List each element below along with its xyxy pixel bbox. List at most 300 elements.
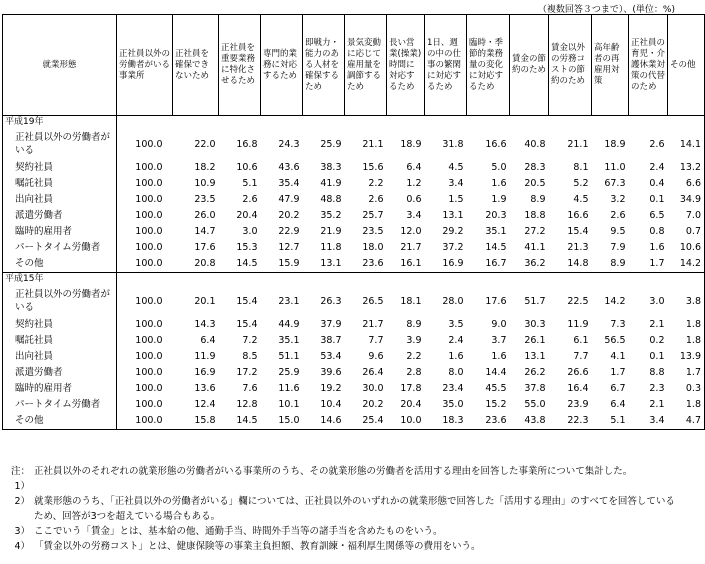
value-cell: 3.8 bbox=[668, 285, 705, 317]
year-row-filler bbox=[117, 273, 705, 286]
header-col-13: その他 bbox=[668, 15, 705, 116]
footnote bbox=[4, 494, 676, 524]
value-cell: 3.0 bbox=[649, 295, 665, 307]
value-cell: 11.8 bbox=[320, 242, 342, 253]
value-cell: 17.6 bbox=[485, 295, 507, 307]
value-cell: 12.8 bbox=[236, 399, 258, 410]
value-cell: 11.9 bbox=[567, 319, 589, 330]
value-cell: 22.3 bbox=[549, 413, 592, 430]
row-label: パートタイム労働者 bbox=[15, 399, 101, 410]
value-cell: 1.9 bbox=[491, 194, 507, 205]
value-cell: 26.2 bbox=[524, 367, 546, 378]
row-label: 嘱託社員 bbox=[15, 335, 54, 346]
table-row bbox=[3, 256, 705, 273]
value-cell: 4.7 bbox=[668, 413, 705, 430]
value-cell: 3.4 bbox=[406, 210, 422, 221]
value-cell: 0.8 bbox=[649, 226, 665, 237]
value-cell: 35.1 bbox=[485, 226, 507, 237]
value-cell: 30.0 bbox=[362, 383, 384, 394]
footnotes bbox=[4, 464, 676, 554]
value-cell: 14.4 bbox=[485, 367, 507, 378]
footnote bbox=[4, 464, 676, 494]
value-cell: 18.9 bbox=[400, 138, 422, 150]
value-cell: 1.6 bbox=[649, 242, 665, 253]
value-cell: 16.8 bbox=[236, 138, 258, 150]
value-cell: 100.0 bbox=[135, 295, 163, 307]
value-cell: 5.1 bbox=[592, 413, 629, 430]
table-row bbox=[3, 285, 705, 317]
value-cell: 16.6 bbox=[567, 210, 589, 221]
value-cell: 23.1 bbox=[278, 295, 300, 307]
table-row bbox=[3, 160, 705, 176]
value-cell: 43.6 bbox=[278, 162, 300, 173]
value-cell: 2.2 bbox=[368, 178, 384, 189]
value-cell: 8.9 bbox=[592, 256, 629, 273]
value-cell: 18.0 bbox=[362, 242, 384, 253]
value-cell: 23.9 bbox=[567, 399, 589, 410]
value-cell: 1.2 bbox=[406, 178, 422, 189]
header-col-12: 正社員の育児・介護休業対策の代替のため bbox=[629, 15, 668, 116]
value-cell: 2.4 bbox=[448, 335, 464, 346]
value-cell: 15.3 bbox=[236, 242, 258, 253]
value-cell: 100.0 bbox=[135, 226, 163, 237]
value-cell: 15.4 bbox=[567, 226, 589, 237]
header-col-6: 長い営業(操業)時間に対応するため bbox=[387, 15, 425, 116]
reasons-table bbox=[2, 14, 705, 430]
value-cell: 14.5 bbox=[219, 413, 261, 430]
value-cell: 0.2 bbox=[649, 335, 665, 346]
value-cell: 23.6 bbox=[467, 413, 510, 430]
value-cell: 20.8 bbox=[173, 256, 219, 273]
value-cell: 51.7 bbox=[524, 295, 546, 307]
value-cell: 8.1 bbox=[573, 162, 589, 173]
value-cell: 18.1 bbox=[400, 295, 422, 307]
row-label: 正社員以外の労働者がいる bbox=[15, 132, 111, 156]
year-label: 平成19年 bbox=[3, 116, 117, 129]
value-cell: 3.4 bbox=[448, 178, 464, 189]
value-cell: 8.9 bbox=[530, 194, 546, 205]
value-cell: 22.9 bbox=[278, 226, 300, 237]
year-group-row bbox=[3, 116, 705, 129]
value-cell: 7.7 bbox=[368, 335, 384, 346]
row-label: パートタイム労働者 bbox=[15, 242, 101, 253]
value-cell: 100.0 bbox=[117, 413, 173, 430]
table-row bbox=[3, 176, 705, 192]
value-cell: 35.2 bbox=[320, 210, 342, 221]
value-cell: 18.9 bbox=[604, 138, 626, 150]
value-cell: 56.5 bbox=[604, 335, 626, 346]
value-cell: 20.5 bbox=[524, 178, 546, 189]
table-row bbox=[3, 192, 705, 208]
row-label-cell bbox=[3, 240, 117, 256]
value-cell: 6.6 bbox=[668, 176, 705, 192]
value-cell: 41.9 bbox=[320, 178, 342, 189]
header-col-11: 高年齢者の再雇用対策 bbox=[592, 15, 629, 116]
value-cell: 35.1 bbox=[278, 335, 300, 346]
value-cell: 25.9 bbox=[278, 367, 300, 378]
value-cell: 23.5 bbox=[362, 226, 384, 237]
value-cell: 15.9 bbox=[261, 256, 303, 273]
value-cell: 28.3 bbox=[524, 162, 546, 173]
value-cell: 1.6 bbox=[491, 351, 507, 362]
value-cell: 22.5 bbox=[567, 295, 589, 307]
value-cell: 67.3 bbox=[604, 178, 626, 189]
footnote-key: 注：1） bbox=[10, 466, 30, 492]
value-cell: 5.1 bbox=[242, 178, 258, 189]
value-cell: 100.0 bbox=[135, 367, 163, 378]
header-col-0: 正社員以外の労働者がいる事業所 bbox=[117, 15, 173, 116]
value-cell: 100.0 bbox=[135, 399, 163, 410]
table-row bbox=[3, 333, 705, 349]
year-label: 平成15年 bbox=[3, 273, 117, 286]
table-row bbox=[3, 365, 705, 381]
table-row bbox=[3, 208, 705, 224]
value-cell: 10.0 bbox=[387, 413, 425, 430]
value-cell: 37.8 bbox=[524, 383, 546, 394]
value-cell: 15.8 bbox=[173, 413, 219, 430]
value-cell: 2.2 bbox=[406, 351, 422, 362]
value-cell: 15.4 bbox=[236, 319, 258, 330]
value-cell: 12.7 bbox=[278, 242, 300, 253]
value-cell: 100.0 bbox=[135, 242, 163, 253]
value-cell: 16.4 bbox=[567, 383, 589, 394]
footnote-text: 「賃金以外の労務コスト」とは、健康保険等の事業主負担額、教育訓練・福利厚生関係等の費用をいう。 bbox=[34, 541, 481, 552]
value-cell: 0.4 bbox=[649, 178, 665, 189]
header-col-7: 1日、週の中の仕事の繁閑に対応するため bbox=[425, 15, 467, 116]
value-cell: 11.6 bbox=[278, 383, 300, 394]
table-row bbox=[3, 240, 705, 256]
value-cell: 4.5 bbox=[448, 162, 464, 173]
value-cell: 38.3 bbox=[320, 162, 342, 173]
value-cell: 47.9 bbox=[278, 194, 300, 205]
table-row bbox=[3, 224, 705, 240]
value-cell: 18.3 bbox=[425, 413, 467, 430]
value-cell: 2.1 bbox=[649, 399, 665, 410]
value-cell: 10.1 bbox=[278, 399, 300, 410]
value-cell: 23.4 bbox=[442, 383, 464, 394]
value-cell: 14.3 bbox=[194, 319, 216, 330]
row-label: 出向社員 bbox=[15, 351, 54, 362]
value-cell: 14.2 bbox=[604, 295, 626, 307]
value-cell: 18.8 bbox=[524, 210, 546, 221]
value-cell: 26.0 bbox=[194, 210, 216, 221]
row-label: 出向社員 bbox=[15, 194, 54, 205]
value-cell: 37.2 bbox=[442, 242, 464, 253]
value-cell: 8.5 bbox=[242, 351, 258, 362]
value-cell: 25.7 bbox=[362, 210, 384, 221]
value-cell: 43.8 bbox=[510, 413, 549, 430]
value-cell: 38.7 bbox=[320, 335, 342, 346]
row-label: 臨時的雇用者 bbox=[15, 226, 73, 237]
value-cell: 21.1 bbox=[567, 138, 589, 150]
value-cell: 20.1 bbox=[194, 295, 216, 307]
row-label-cell bbox=[3, 381, 117, 397]
value-cell: 7.3 bbox=[610, 319, 626, 330]
value-cell: 39.6 bbox=[320, 367, 342, 378]
value-cell: 100.0 bbox=[135, 178, 163, 189]
row-label-cell bbox=[3, 317, 117, 333]
row-label-cell bbox=[3, 224, 117, 240]
year-group-row bbox=[3, 273, 705, 286]
value-cell: 7.9 bbox=[610, 242, 626, 253]
value-cell: 13.1 bbox=[442, 210, 464, 221]
value-cell: 21.1 bbox=[362, 138, 384, 150]
value-cell: 40.8 bbox=[524, 138, 546, 150]
row-label-cell bbox=[3, 192, 117, 208]
value-cell: 44.9 bbox=[278, 319, 300, 330]
value-cell: 3.9 bbox=[406, 335, 422, 346]
footnote-key: 3） bbox=[14, 526, 30, 537]
value-cell: 16.9 bbox=[194, 367, 216, 378]
header-col-9: 賃金の節約のため bbox=[510, 15, 549, 116]
value-cell: 2.4 bbox=[649, 162, 665, 173]
value-cell: 10.4 bbox=[320, 399, 342, 410]
value-cell: 13.1 bbox=[524, 351, 546, 362]
value-cell: 1.8 bbox=[668, 397, 705, 413]
value-cell: 3.2 bbox=[610, 194, 626, 205]
value-cell: 35.0 bbox=[442, 399, 464, 410]
value-cell: 5.0 bbox=[491, 162, 507, 173]
value-cell: 2.1 bbox=[649, 319, 665, 330]
value-cell: 100.0 bbox=[135, 335, 163, 346]
table-row bbox=[3, 349, 705, 365]
value-cell: 20.2 bbox=[278, 210, 300, 221]
value-cell: 13.9 bbox=[668, 349, 705, 365]
row-label-cell bbox=[3, 397, 117, 413]
value-cell: 14.7 bbox=[194, 226, 216, 237]
value-cell: 1.7 bbox=[668, 365, 705, 381]
value-cell: 35.4 bbox=[278, 178, 300, 189]
value-cell: 0.7 bbox=[668, 224, 705, 240]
value-cell: 26.6 bbox=[567, 367, 589, 378]
value-cell: 29.2 bbox=[442, 226, 464, 237]
value-cell: 3.4 bbox=[629, 413, 668, 430]
value-cell: 1.6 bbox=[448, 351, 464, 362]
value-cell: 36.2 bbox=[510, 256, 549, 273]
value-cell: 9.6 bbox=[368, 351, 384, 362]
table-row bbox=[3, 397, 705, 413]
value-cell: 20.2 bbox=[362, 399, 384, 410]
value-cell: 21.3 bbox=[567, 242, 589, 253]
value-cell: 20.3 bbox=[485, 210, 507, 221]
value-cell: 14.8 bbox=[549, 256, 592, 273]
value-cell: 100.0 bbox=[135, 162, 163, 173]
value-cell: 9.5 bbox=[610, 226, 626, 237]
value-cell: 14.2 bbox=[668, 256, 705, 273]
footnote-key: 4） bbox=[14, 541, 30, 552]
value-cell: 11.9 bbox=[194, 351, 216, 362]
row-label: その他 bbox=[15, 415, 44, 426]
value-cell: 9.0 bbox=[491, 319, 507, 330]
table-row bbox=[3, 381, 705, 397]
value-cell: 11.0 bbox=[604, 162, 626, 173]
value-cell: 53.4 bbox=[320, 351, 342, 362]
value-cell: 2.6 bbox=[649, 138, 665, 150]
value-cell: 2.6 bbox=[610, 210, 626, 221]
value-cell: 20.4 bbox=[236, 210, 258, 221]
value-cell: 100.0 bbox=[135, 351, 163, 362]
row-label: 臨時的雇用者 bbox=[15, 383, 73, 394]
value-cell: 37.9 bbox=[320, 319, 342, 330]
row-label: 正社員以外の労働者がいる bbox=[15, 289, 111, 313]
value-cell: 5.2 bbox=[573, 178, 589, 189]
value-cell: 10.6 bbox=[236, 162, 258, 173]
value-cell: 12.4 bbox=[194, 399, 216, 410]
value-cell: 15.6 bbox=[362, 162, 384, 173]
header-row bbox=[3, 15, 705, 116]
value-cell: 13.1 bbox=[303, 256, 345, 273]
value-cell: 16.7 bbox=[467, 256, 510, 273]
value-cell: 6.7 bbox=[610, 383, 626, 394]
value-cell: 7.0 bbox=[668, 208, 705, 224]
value-cell: 21.7 bbox=[362, 319, 384, 330]
value-cell: 7.7 bbox=[573, 351, 589, 362]
unit-note: （複数回答３つまで）、(単位：%) bbox=[537, 5, 675, 15]
value-cell: 1.8 bbox=[668, 333, 705, 349]
footnote bbox=[4, 539, 676, 554]
header-col-2: 正社員を重要業務に特化させるため bbox=[219, 15, 261, 116]
value-cell: 16.1 bbox=[387, 256, 425, 273]
value-cell: 1.7 bbox=[610, 367, 626, 378]
row-label: 契約社員 bbox=[15, 162, 54, 173]
value-cell: 6.5 bbox=[649, 210, 665, 221]
row-label: その他 bbox=[15, 258, 44, 269]
value-cell: 100.0 bbox=[117, 256, 173, 273]
header-col-10: 賃金以外の労務コストの節約のため bbox=[549, 15, 592, 116]
value-cell: 2.6 bbox=[368, 194, 384, 205]
value-cell: 1.5 bbox=[448, 194, 464, 205]
value-cell: 4.1 bbox=[610, 351, 626, 362]
value-cell: 6.1 bbox=[573, 335, 589, 346]
value-cell: 3.7 bbox=[491, 335, 507, 346]
header-col-8: 臨時・季節的業務量の変化に対応するため bbox=[467, 15, 510, 116]
value-cell: 18.2 bbox=[194, 162, 216, 173]
value-cell: 19.2 bbox=[320, 383, 342, 394]
value-cell: 34.9 bbox=[668, 192, 705, 208]
value-cell: 17.6 bbox=[194, 242, 216, 253]
value-cell: 8.0 bbox=[448, 367, 464, 378]
header-col-4: 即戦力・能力のある人材を確保するため bbox=[303, 15, 345, 116]
row-label-cell bbox=[3, 365, 117, 381]
value-cell: 27.2 bbox=[524, 226, 546, 237]
value-cell: 6.4 bbox=[200, 335, 216, 346]
value-cell: 14.1 bbox=[668, 128, 705, 160]
row-label-cell bbox=[3, 333, 117, 349]
row-label-cell bbox=[3, 208, 117, 224]
table-row bbox=[3, 128, 705, 160]
header-col-3: 専門的業務に対応するため bbox=[261, 15, 303, 116]
value-cell: 25.9 bbox=[320, 138, 342, 150]
value-cell: 15.2 bbox=[485, 399, 507, 410]
value-cell: 26.1 bbox=[524, 335, 546, 346]
value-cell: 15.4 bbox=[236, 295, 258, 307]
row-label: 派遣労働者 bbox=[15, 367, 63, 378]
row-label-cell bbox=[3, 256, 117, 273]
value-cell: 55.0 bbox=[524, 399, 546, 410]
value-cell: 100.0 bbox=[135, 383, 163, 394]
value-cell: 0.1 bbox=[649, 351, 665, 362]
row-label-cell bbox=[3, 413, 117, 430]
value-cell: 24.3 bbox=[278, 138, 300, 150]
value-cell: 15.0 bbox=[261, 413, 303, 430]
value-cell: 1.8 bbox=[668, 317, 705, 333]
value-cell: 100.0 bbox=[135, 319, 163, 330]
value-cell: 100.0 bbox=[135, 194, 163, 205]
value-cell: 10.6 bbox=[668, 240, 705, 256]
header-employment-type: 就業形態 bbox=[3, 15, 117, 116]
value-cell: 8.8 bbox=[649, 367, 665, 378]
value-cell: 26.5 bbox=[362, 295, 384, 307]
header-col-5: 景気変動に応じて雇用量を調節するため bbox=[345, 15, 387, 116]
value-cell: 25.4 bbox=[345, 413, 387, 430]
row-label: 嘱託社員 bbox=[15, 178, 54, 189]
row-label-cell bbox=[3, 285, 117, 317]
header-col-1: 正社員を確保できないため bbox=[173, 15, 219, 116]
value-cell: 14.5 bbox=[219, 256, 261, 273]
row-label: 契約社員 bbox=[15, 319, 54, 330]
row-label-cell bbox=[3, 349, 117, 365]
value-cell: 0.1 bbox=[649, 194, 665, 205]
value-cell: 4.5 bbox=[573, 194, 589, 205]
value-cell: 12.0 bbox=[400, 226, 422, 237]
value-cell: 41.1 bbox=[524, 242, 546, 253]
value-cell: 7.2 bbox=[242, 335, 258, 346]
footnote bbox=[4, 524, 676, 539]
value-cell: 14.5 bbox=[485, 242, 507, 253]
value-cell: 2.8 bbox=[406, 367, 422, 378]
value-cell: 7.6 bbox=[242, 383, 258, 394]
value-cell: 100.0 bbox=[135, 138, 163, 150]
value-cell: 0.6 bbox=[406, 194, 422, 205]
value-cell: 2.6 bbox=[242, 194, 258, 205]
value-cell: 21.9 bbox=[320, 226, 342, 237]
year-row-filler bbox=[117, 116, 705, 129]
value-cell: 14.6 bbox=[303, 413, 345, 430]
value-cell: 6.4 bbox=[406, 162, 422, 173]
value-cell: 1.7 bbox=[629, 256, 668, 273]
row-label: 派遣労働者 bbox=[15, 210, 63, 221]
value-cell: 0.3 bbox=[668, 381, 705, 397]
value-cell: 26.4 bbox=[362, 367, 384, 378]
value-cell: 20.4 bbox=[400, 399, 422, 410]
value-cell: 3.5 bbox=[448, 319, 464, 330]
value-cell: 31.8 bbox=[442, 138, 464, 150]
value-cell: 26.3 bbox=[320, 295, 342, 307]
value-cell: 2.3 bbox=[649, 383, 665, 394]
value-cell: 22.0 bbox=[194, 138, 216, 150]
footnote-text: 正社員以外のそれぞれの就業形態の労働者がいる事業所のうち、その就業形態の労働者を活用する理由を回答した事業所について集計した。 bbox=[34, 466, 633, 477]
value-cell: 23.5 bbox=[194, 194, 216, 205]
footnote-text: 就業形態のうち、「正社員以外の労働者がいる」欄については、正社員以外のいずれかの就業形態で回答した「活用する理由」のすべてを回答しているため、回答が3つを超えている場合もある。 bbox=[34, 496, 675, 522]
table-row bbox=[3, 413, 705, 430]
value-cell: 1.6 bbox=[491, 178, 507, 189]
value-cell: 30.3 bbox=[524, 319, 546, 330]
value-cell: 13.2 bbox=[668, 160, 705, 176]
footnote-text: ここでいう「賃金」とは、基本給の他、通勤手当、時間外手当等の諸手当を含めたものをいう。 bbox=[34, 526, 443, 537]
value-cell: 17.2 bbox=[236, 367, 258, 378]
value-cell: 100.0 bbox=[135, 210, 163, 221]
value-cell: 8.9 bbox=[406, 319, 422, 330]
value-cell: 13.6 bbox=[194, 383, 216, 394]
footnote-key: 2） bbox=[14, 496, 30, 507]
value-cell: 6.4 bbox=[610, 399, 626, 410]
value-cell: 48.8 bbox=[320, 194, 342, 205]
value-cell: 28.0 bbox=[442, 295, 464, 307]
table-row bbox=[3, 317, 705, 333]
value-cell: 16.6 bbox=[485, 138, 507, 150]
value-cell: 45.5 bbox=[485, 383, 507, 394]
value-cell: 23.6 bbox=[345, 256, 387, 273]
